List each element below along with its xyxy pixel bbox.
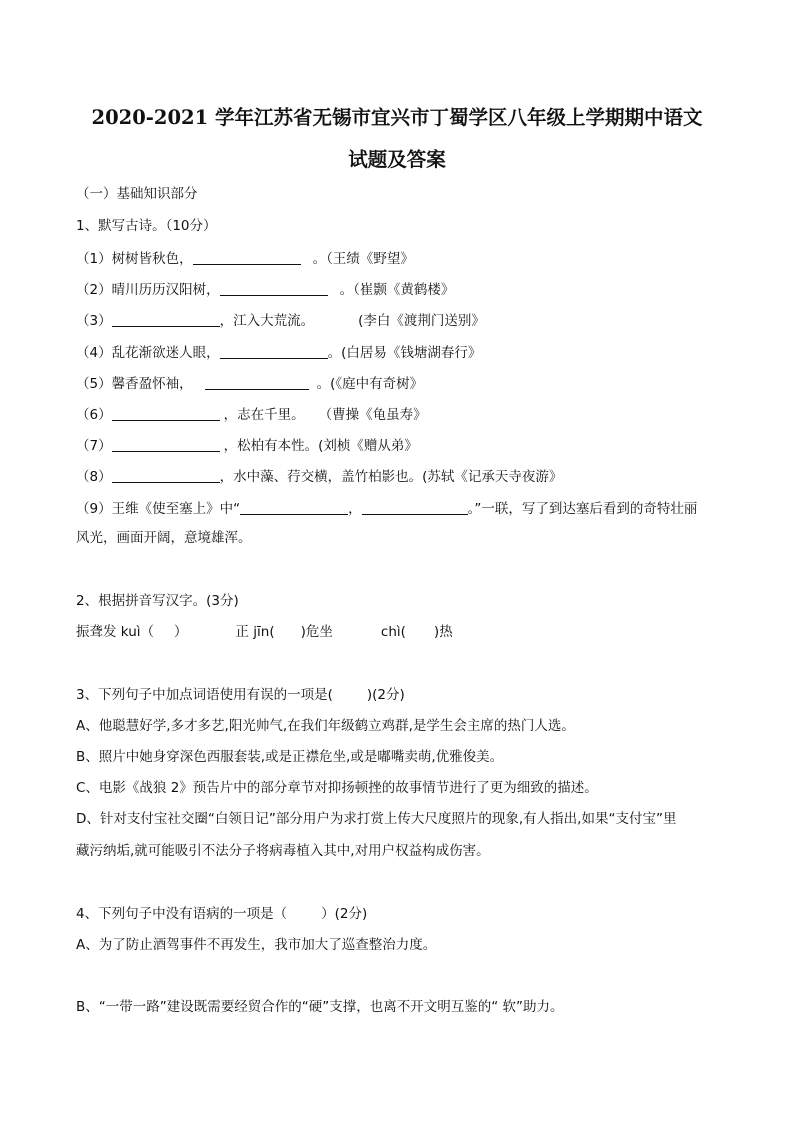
q1-item-1-pre: （1）树树皆秋色， <box>76 251 193 267</box>
q1-item-3-pre: （3） <box>76 313 112 329</box>
q1-item-3-source: (李白《渡荆门送别》 <box>358 313 485 329</box>
q2-part-2: 正 jīn( <box>235 624 275 640</box>
q2-part-1-close: ） <box>174 624 188 640</box>
q4-heading-text: 4、下列句子中没有语病的一项是（ <box>76 906 288 922</box>
q1-item-9-pre: （9）王维《使至塞上》中“ <box>76 501 241 517</box>
q1-item-6 <box>76 407 427 423</box>
q1-item-1-post: 。（王绩《野望》 <box>312 251 414 267</box>
q1-item-7-post: ，松柏有本性。(刘桢《赠从弟》 <box>223 438 418 454</box>
q1-item-9-continuation: 风光，画面开阔，意境雄浑。 <box>76 530 252 546</box>
q3-option-d-continuation: 藏污纳垢,就可能吸引不法分子将病毒植入其中,对用户权益构成伤害。 <box>76 843 490 859</box>
q1-item-9-mid: ， <box>348 501 362 517</box>
q3-option-d: D、针对支付宝社交圈“白领日记”部分用户为求打赏上传大尺度照片的现象,有人指出,如果“支付宝”里 <box>76 811 677 827</box>
q1-item-5-post: 。(《庭中有奇树》 <box>316 376 424 392</box>
q4-option-a: A、为了防止酒驾事件不再发生，我市加大了巡查整治力度。 <box>76 937 437 953</box>
answer-blank[interactable] <box>362 501 468 515</box>
q2-part-1: 振聋发 kuì（ <box>76 624 155 640</box>
q1-item-7 <box>76 438 418 454</box>
q3-option-c: C、电影《战狼 2》预告片中的部分章节对抑扬顿挫的故事情节进行了更为细致的描述。 <box>76 780 598 796</box>
q1-item-2-post: 。（崔颢《黄鹤楼》 <box>339 282 455 298</box>
q1-item-8-pre: （8） <box>76 469 112 485</box>
q1-item-4 <box>76 345 481 361</box>
q1-heading: 1、默写古诗。（10分） <box>76 218 217 234</box>
q1-item-6-source: （曹操《龟虽寿》 <box>318 407 427 423</box>
answer-blank[interactable] <box>112 438 220 452</box>
answer-blank[interactable] <box>205 376 309 390</box>
q3-heading-close: )(2分) <box>366 687 405 703</box>
q3-heading <box>76 689 405 703</box>
q1-item-8-post: ，水中藻、荇交横，盖竹柏影也。(苏轼《记承天寺夜游》 <box>219 469 563 485</box>
answer-blank[interactable] <box>220 345 328 359</box>
q2-body <box>76 626 453 640</box>
q1-item-1 <box>76 251 414 267</box>
section-heading: （一）基础知识部分 <box>76 186 198 202</box>
answer-blank[interactable] <box>112 407 220 421</box>
answer-blank[interactable] <box>240 501 348 515</box>
q1-item-5 <box>76 376 423 392</box>
q1-item-6-pre: （6） <box>76 407 112 423</box>
document-title-line1: 2020-2021 学年江苏省无锡市宜兴市丁蜀学区八年级上学期期中语文 <box>91 106 703 129</box>
q1-item-9-post: 。”一联，写了到达塞后看到的奇特壮丽 <box>467 501 698 517</box>
q2-part-3: chì( <box>380 624 406 640</box>
q1-item-2 <box>76 282 454 298</box>
q1-item-6-post: ，志在千里。 <box>223 407 305 423</box>
q1-item-5-pre: （5）馨香盈怀袖， <box>76 376 193 392</box>
q3-option-a: A、他聪慧好学,多才多艺,阳光帅气,在我们年级鹤立鸡群,是学生会主席的热门人选。 <box>76 718 575 734</box>
q3-option-b: B、照片中她身穿深色西服套装,或是正襟危坐,或是嘟嘴卖萌,优雅俊美。 <box>76 749 504 765</box>
q1-item-7-pre: （7） <box>76 438 112 454</box>
answer-blank[interactable] <box>112 469 220 483</box>
q1-item-4-pre: （4）乱花渐欲迷人眼， <box>76 345 220 361</box>
q1-item-4-post: 。(白居易《钱塘湖春行》 <box>327 345 482 361</box>
q2-heading: 2、根据拼音写汉字。(3分) <box>76 593 239 609</box>
q4-heading-close: ）(2分) <box>321 906 368 922</box>
document-title-line2: 试题及答案 <box>348 148 446 171</box>
answer-blank[interactable] <box>112 313 220 327</box>
answer-blank[interactable] <box>220 282 328 296</box>
q1-item-8 <box>76 469 562 485</box>
q3-heading-text: 3、下列句子中加点词语使用有误的一项是( <box>76 687 333 703</box>
q4-option-b: B、“一带一路”建设既需要经贸合作的“硬”支撑，也离不开文明互鉴的“ 软”助力。 <box>76 999 564 1015</box>
answer-blank[interactable] <box>193 251 301 265</box>
q1-item-3 <box>76 313 485 329</box>
q1-item-9 <box>76 501 697 517</box>
q1-item-2-pre: （2）晴川历历汉阳树， <box>76 282 220 298</box>
q2-part-3-close: )热 <box>433 624 453 640</box>
q2-part-2-close: )危坐 <box>300 624 333 640</box>
q4-heading <box>76 908 367 922</box>
q1-item-3-post: ，江入大荒流。 <box>219 313 315 329</box>
